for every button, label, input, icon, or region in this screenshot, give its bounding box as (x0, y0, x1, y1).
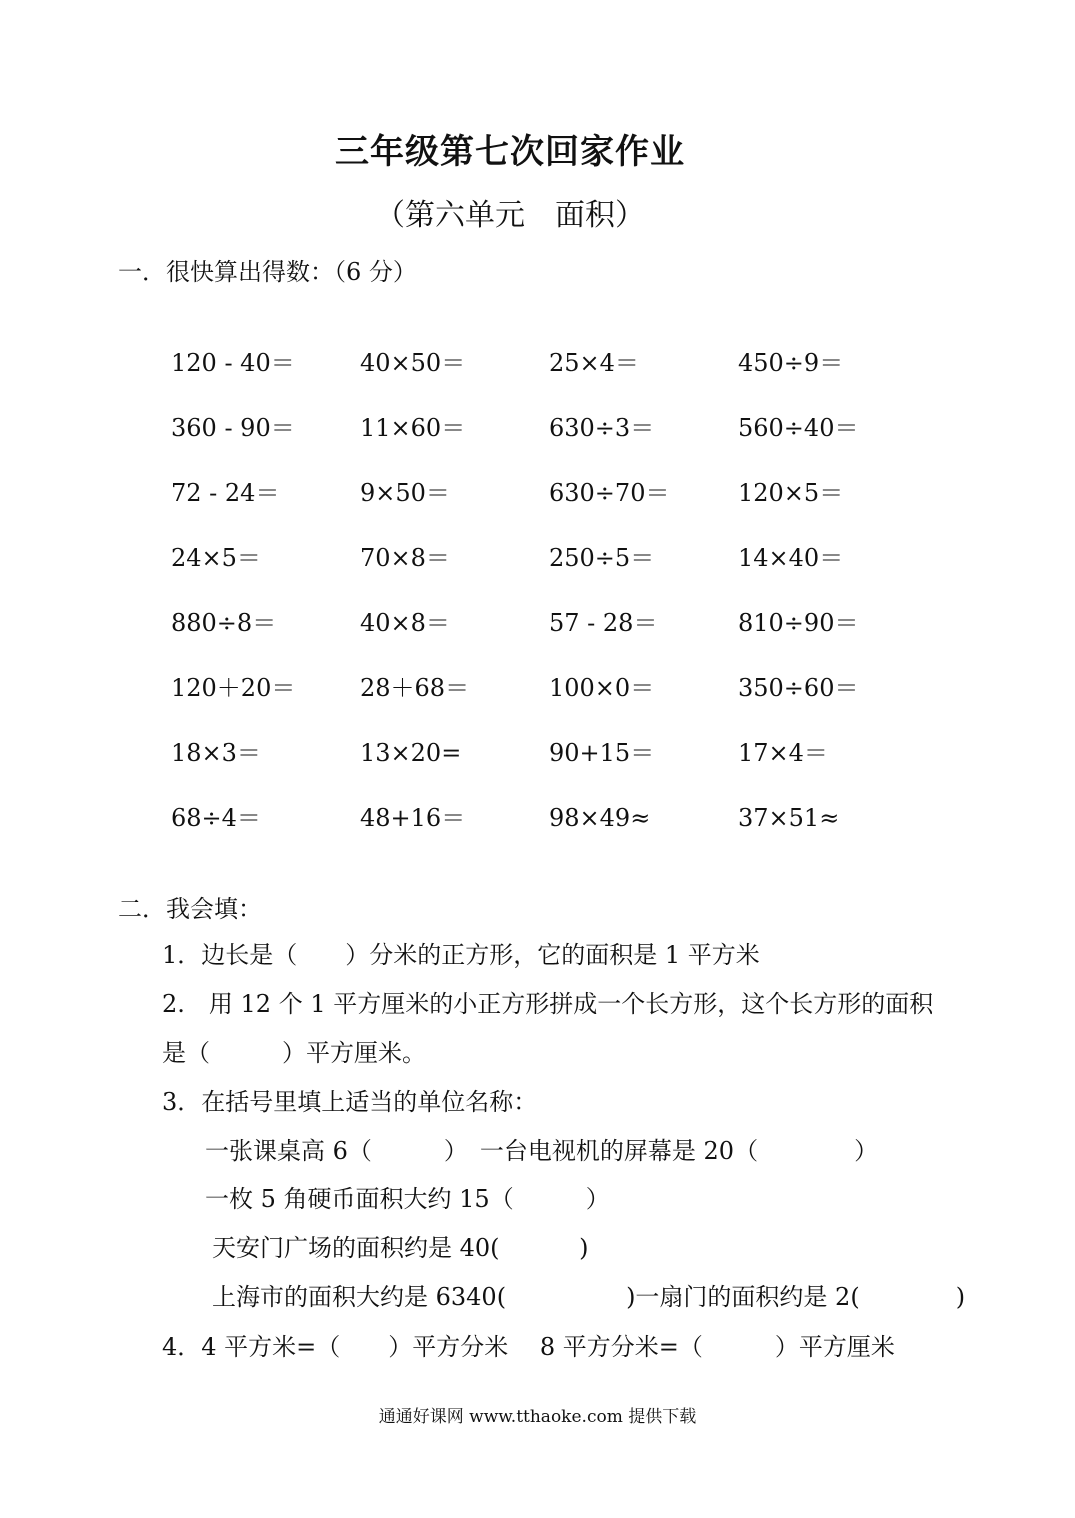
calc-item: 28＋68＝ (360, 673, 470, 702)
calc-item: 810÷90＝ (738, 608, 859, 637)
calc-item: 18×3＝ (171, 738, 261, 767)
calc-item: 560÷40＝ (738, 413, 859, 442)
calc-item: 24×5＝ (171, 543, 261, 572)
calculation-grid (171, 330, 931, 850)
calc-row (171, 655, 931, 720)
section-2-heading: 二．我会填： (118, 895, 262, 923)
calc-item: 360 - 90＝ (171, 413, 295, 442)
page-subtitle: （第六单元 面积） (375, 198, 645, 233)
page-title: 三年级第七次回家作业 (335, 132, 685, 172)
calc-item: 350÷60＝ (738, 673, 859, 702)
calc-item: 48+16＝ (360, 803, 466, 832)
calc-item: 68÷4＝ (171, 803, 261, 832)
calc-item: 450÷9＝ (738, 348, 844, 377)
section-1-heading: 一．很快算出得数：（6 分） (118, 258, 417, 286)
calc-item: 13×20= (360, 738, 462, 767)
calc-item: 57 - 28＝ (549, 608, 658, 637)
calc-item: 11×60＝ (360, 413, 466, 442)
calc-item: 250÷5＝ (549, 543, 655, 572)
calc-item: 120 - 40＝ (171, 348, 295, 377)
calc-item: 37×51≈ (738, 803, 840, 832)
calc-item: 100×0＝ (549, 673, 655, 702)
calc-item: 72 - 24＝ (171, 478, 280, 507)
question-3-intro: 3．在括号里填上适当的单位名称： (162, 1088, 538, 1116)
calc-row (171, 590, 931, 655)
question-4: 4．4 平方米=（ ）平方分米 8 平方分米=（ ）平方厘米 (162, 1333, 895, 1361)
question-2-line-2: 是（ ）平方厘米。 (162, 1039, 426, 1067)
calc-row (171, 330, 931, 395)
question-1: 1．边长是（ ）分米的正方形，它的面积是 1 平方米 (162, 941, 760, 969)
calc-item: 17×4＝ (738, 738, 828, 767)
question-3-line-a: 一张课桌高 6（ ） 一台电视机的屏幕是 20（ ） (205, 1137, 879, 1165)
calc-row (171, 720, 931, 785)
calc-item: 630÷70＝ (549, 478, 670, 507)
question-3-line-b: 一枚 5 角硬币面积大约 15（ ） (205, 1185, 610, 1213)
calc-item: 14×40＝ (738, 543, 844, 572)
calc-item: 880÷8＝ (171, 608, 277, 637)
question-3-line-d: 上海市的面积大约是 6340( )一扇门的面积约是 2( ) (212, 1283, 966, 1311)
calc-row (171, 785, 931, 850)
footer-text: 通通好课网 www.tthaoke.com 提供下载 (378, 1407, 697, 1427)
calc-item: 90+15＝ (549, 738, 655, 767)
calc-item: 40×8＝ (360, 608, 450, 637)
calc-item: 70×8＝ (360, 543, 450, 572)
calc-item: 25×4＝ (549, 348, 639, 377)
calc-item: 40×50＝ (360, 348, 466, 377)
question-2-line-1: 2. 用 12 个 1 平方厘米的小正方形拼成一个长方形，这个长方形的面积 (162, 990, 934, 1018)
calc-item: 630÷3＝ (549, 413, 655, 442)
calc-row (171, 525, 931, 590)
calc-item: 120＋20＝ (171, 673, 296, 702)
calc-row (171, 460, 931, 525)
question-3-line-c: 天安门广场的面积约是 40( ) (212, 1234, 589, 1262)
calc-item: 9×50＝ (360, 478, 450, 507)
calc-item: 120×5＝ (738, 478, 844, 507)
calc-item: 98×49≈ (549, 803, 651, 832)
calc-row (171, 395, 931, 460)
